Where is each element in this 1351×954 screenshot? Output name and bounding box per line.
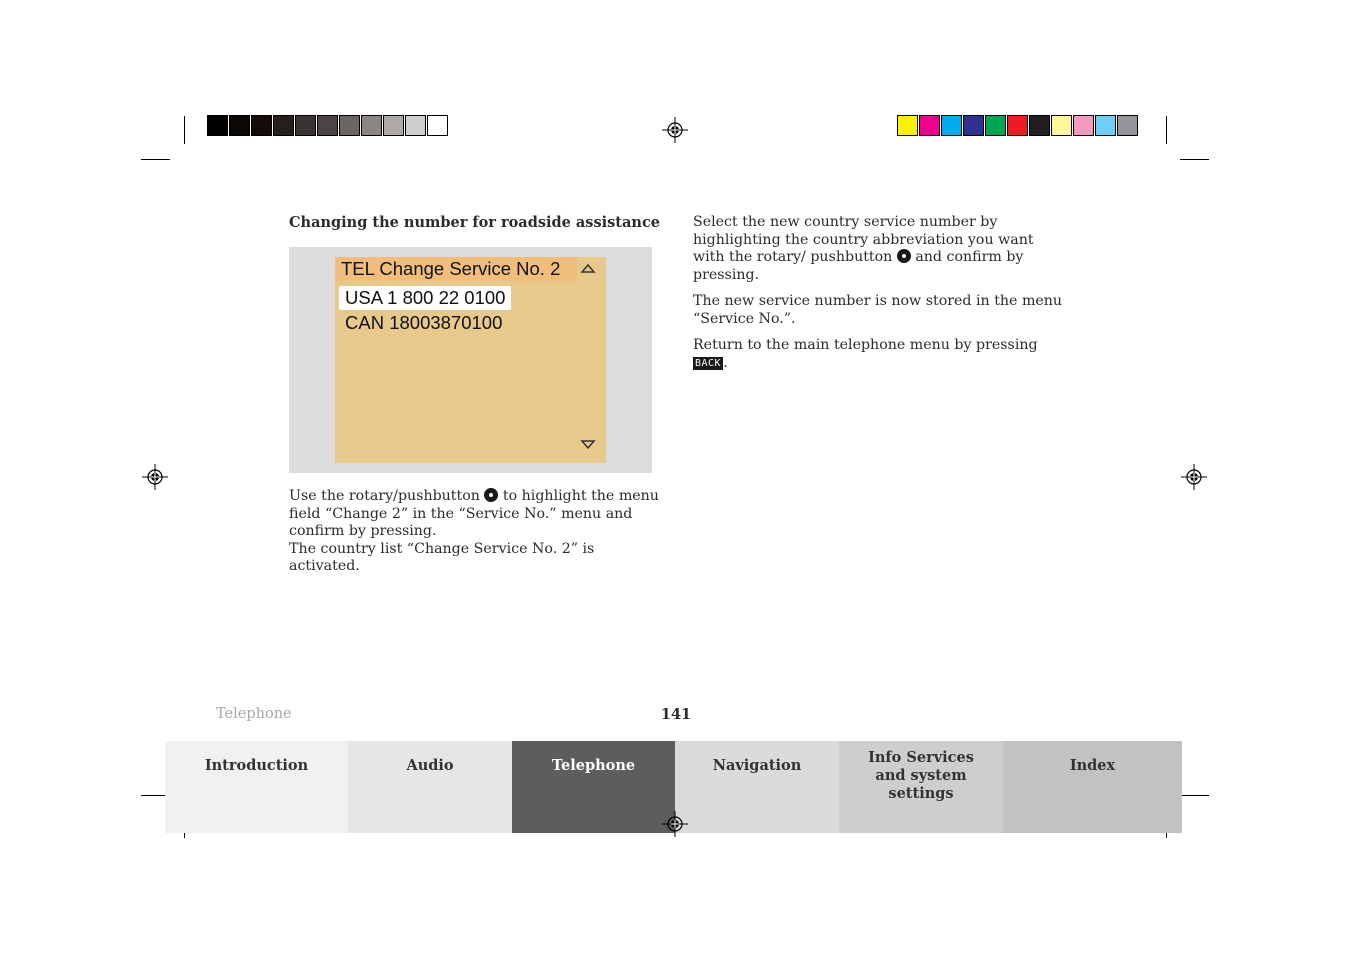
paragraph-part: and confirm by pressing. bbox=[693, 249, 1024, 283]
color-swatch bbox=[963, 115, 984, 136]
rotary-pushbutton-icon bbox=[484, 488, 498, 502]
color-swatch bbox=[339, 115, 360, 136]
tab-label: Navigation bbox=[712, 757, 802, 774]
color-swatch bbox=[427, 115, 448, 136]
crop-mark bbox=[141, 159, 170, 160]
tab-index[interactable] bbox=[1003, 741, 1182, 833]
tab-info-services[interactable] bbox=[839, 741, 1003, 833]
color-swatch bbox=[251, 115, 272, 136]
tab-introduction[interactable] bbox=[165, 741, 348, 833]
paragraph-part: Return to the main telephone menu by pressing bbox=[693, 337, 1038, 353]
tab-label: Info Services and system settings bbox=[868, 749, 974, 802]
color-swatch bbox=[383, 115, 404, 136]
rotary-pushbutton-icon bbox=[897, 249, 911, 263]
color-swatch bbox=[985, 115, 1006, 136]
instruction-part: to highlight the menu field “Change 2” in the “Service No.” menu and confirm by pressing. bbox=[289, 488, 659, 539]
registration-mark-icon bbox=[140, 462, 170, 492]
crop-mark bbox=[1166, 116, 1167, 144]
color-swatch bbox=[207, 115, 228, 136]
crop-mark bbox=[184, 116, 185, 144]
paragraph-part: . bbox=[723, 354, 728, 371]
tab-label: Audio bbox=[406, 757, 454, 774]
color-swatch bbox=[1029, 115, 1050, 136]
color-swatch bbox=[361, 115, 382, 136]
back-key-icon: BACK bbox=[695, 357, 722, 369]
color-swatch bbox=[1051, 115, 1072, 136]
tab-label: Index bbox=[1069, 757, 1116, 774]
color-swatch bbox=[1117, 115, 1138, 136]
tab-label: Introduction bbox=[204, 757, 309, 774]
paragraph: The new service number is now stored in the menu “Service No.”. bbox=[693, 293, 1063, 327]
footer-section-label: Telephone bbox=[216, 706, 292, 722]
tab-label: Telephone bbox=[551, 757, 636, 774]
color-swatch bbox=[295, 115, 316, 136]
color-swatch bbox=[919, 115, 940, 136]
color-swatch bbox=[897, 115, 918, 136]
registration-mark-icon bbox=[660, 115, 690, 145]
tab-audio[interactable] bbox=[348, 741, 512, 833]
list-item-selected[interactable]: USA 1 800 22 0100 bbox=[339, 286, 511, 310]
color-swatch bbox=[1095, 115, 1116, 136]
color-swatch bbox=[1007, 115, 1028, 136]
color-swatch bbox=[1073, 115, 1094, 136]
color-swatch bbox=[941, 115, 962, 136]
list-item[interactable]: CAN 18003870100 bbox=[345, 312, 503, 333]
display-screen bbox=[335, 257, 606, 463]
page-number: 141 bbox=[660, 706, 692, 723]
paragraph-part: Select the new country service number by highlighting the country abbreviation you want with the rotary/ pushbutton bbox=[693, 214, 1034, 265]
color-swatch bbox=[229, 115, 250, 136]
color-swatch bbox=[317, 115, 338, 136]
tab-telephone[interactable] bbox=[512, 741, 675, 833]
instruction-text bbox=[289, 488, 661, 576]
instruction-result: The country list “Change Service No. 2” is activated. bbox=[289, 540, 595, 574]
tab-navigation[interactable] bbox=[675, 741, 839, 833]
triangle-up-icon bbox=[580, 263, 596, 275]
triangle-down-icon bbox=[580, 438, 596, 450]
color-swatch bbox=[273, 115, 294, 136]
crop-mark bbox=[1180, 159, 1209, 160]
crop-mark bbox=[1180, 795, 1209, 796]
registration-mark-icon bbox=[660, 809, 690, 839]
color-swatch bbox=[405, 115, 426, 136]
instruction-part: Use the rotary/pushbutton bbox=[289, 488, 480, 504]
screen-title: TEL Change Service No. 2 bbox=[335, 257, 577, 281]
registration-mark-icon bbox=[1179, 462, 1209, 492]
right-column-text bbox=[693, 214, 1065, 372]
display-screenshot bbox=[289, 247, 652, 473]
section-heading: Changing the number for roadside assistance bbox=[289, 214, 660, 231]
